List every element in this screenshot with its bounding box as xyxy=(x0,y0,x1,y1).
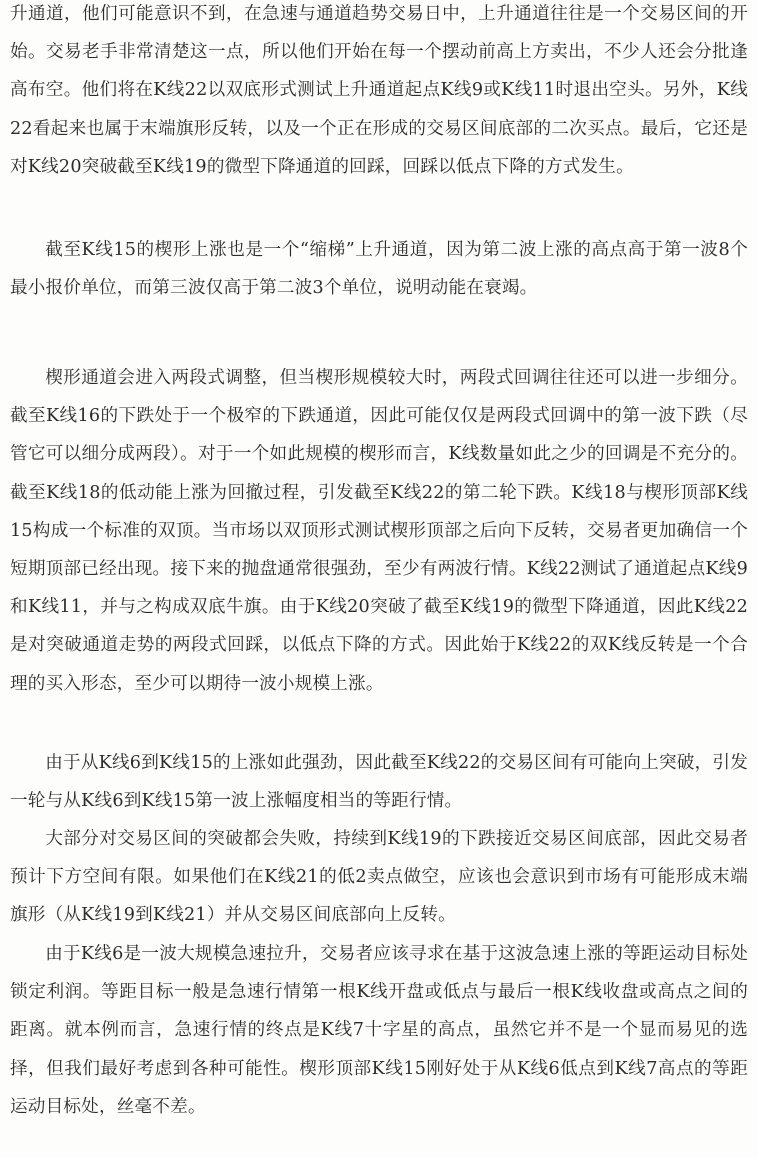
paragraph-6: 由于K线6是一波大规模急速拉升，交易者应该寻求在基于这波急速上涨的等距运动目标处锁定利润。等距目标一般是急速行情第一根K线开盘或低点与最后一根K线收盘或高点之间的距离。就本例而言，急速行情的终点是K线7十字星的高点，虽然它并不是一个显而易见的选择，但我们最好考虑到各种可能性。楔形顶部K线15刚好处于从K线6低点到K线7高点的等距运动目标处，丝毫不差。 xyxy=(10,944,748,1117)
paragraph-3: 楔形通道会进入两段式调整，但当楔形规模较大时，两段式回调往往还可以进一步细分。截至K线16的下跌处于一个极窄的下跌通道，因此可能仅仅是两段式回调中的第一波下跌（尽管它可以细分成两段）。对于一个如此规模的楔形而言，K线数量如此之少的回调是不充分的。截至K线18的低动能上涨为回撤过程，引发截至K线22的第二轮下跌。K线18与楔形顶部K线15构成一个标准的双顶。当市场以双顶形式测试楔形顶部之后向下反转，交易者更加确信一个短期顶部已经出现。接下来的抛盘通常很强劲，至少有两波行情。K线22测试了通道起点K线9和K线11，并与之构成双底牛旗。由于K线20突破了截至K线19的微型下降通道，因此K线22是对突破通道走势的两段式回踩，以低点下降的方式。因此始于K线22的双K线反转是一个合理的买入形态，至少可以期待一波小规模上涨。 xyxy=(10,368,748,694)
paragraph-5: 大部分对交易区间的突破都会失败，持续到K线19的下跌接近交易区间底部，因此交易者预计下方空间有限。如果他们在K线21的低2卖点做空，应该也会意识到市场有可能形成末端旗形（从K线19到K线21）并从交易区间底部向上反转。 xyxy=(10,829,748,926)
paragraph-4: 由于从K线6到K线15的上涨如此强劲，因此截至K线22的交易区间有可能向上突破，引发一轮与从K线6到K线15第一波上涨幅度相当的等距行情。 xyxy=(10,753,748,812)
paragraph-2: 截至K线15的楔形上涨也是一个“缩梯”上升通道，因为第二波上涨的高点高于第一波8个最小报价单位，而第三波仅高于第二波3个单位，说明动能在衰竭。 xyxy=(10,240,748,299)
paragraph-1: 升通道，他们可能意识不到，在急速与通道趋势交易日中，上升通道往往是一个交易区间的开始。交易老手非常清楚这一点，所以他们开始在每一个摆动前高上方卖出，不少人还会分批逢高布空。他们将在K线22以双底形式测试上升通道起点K线9或K线11时退出空头。另外，K线22看起来也属于末端旗形反转，以及一个正在形成的交易区间底部的二次买点。最后，它还是对K线20突破截至K线19的微型下降通道的回踩，回踩以低点下降的方式发生。 xyxy=(10,4,748,177)
